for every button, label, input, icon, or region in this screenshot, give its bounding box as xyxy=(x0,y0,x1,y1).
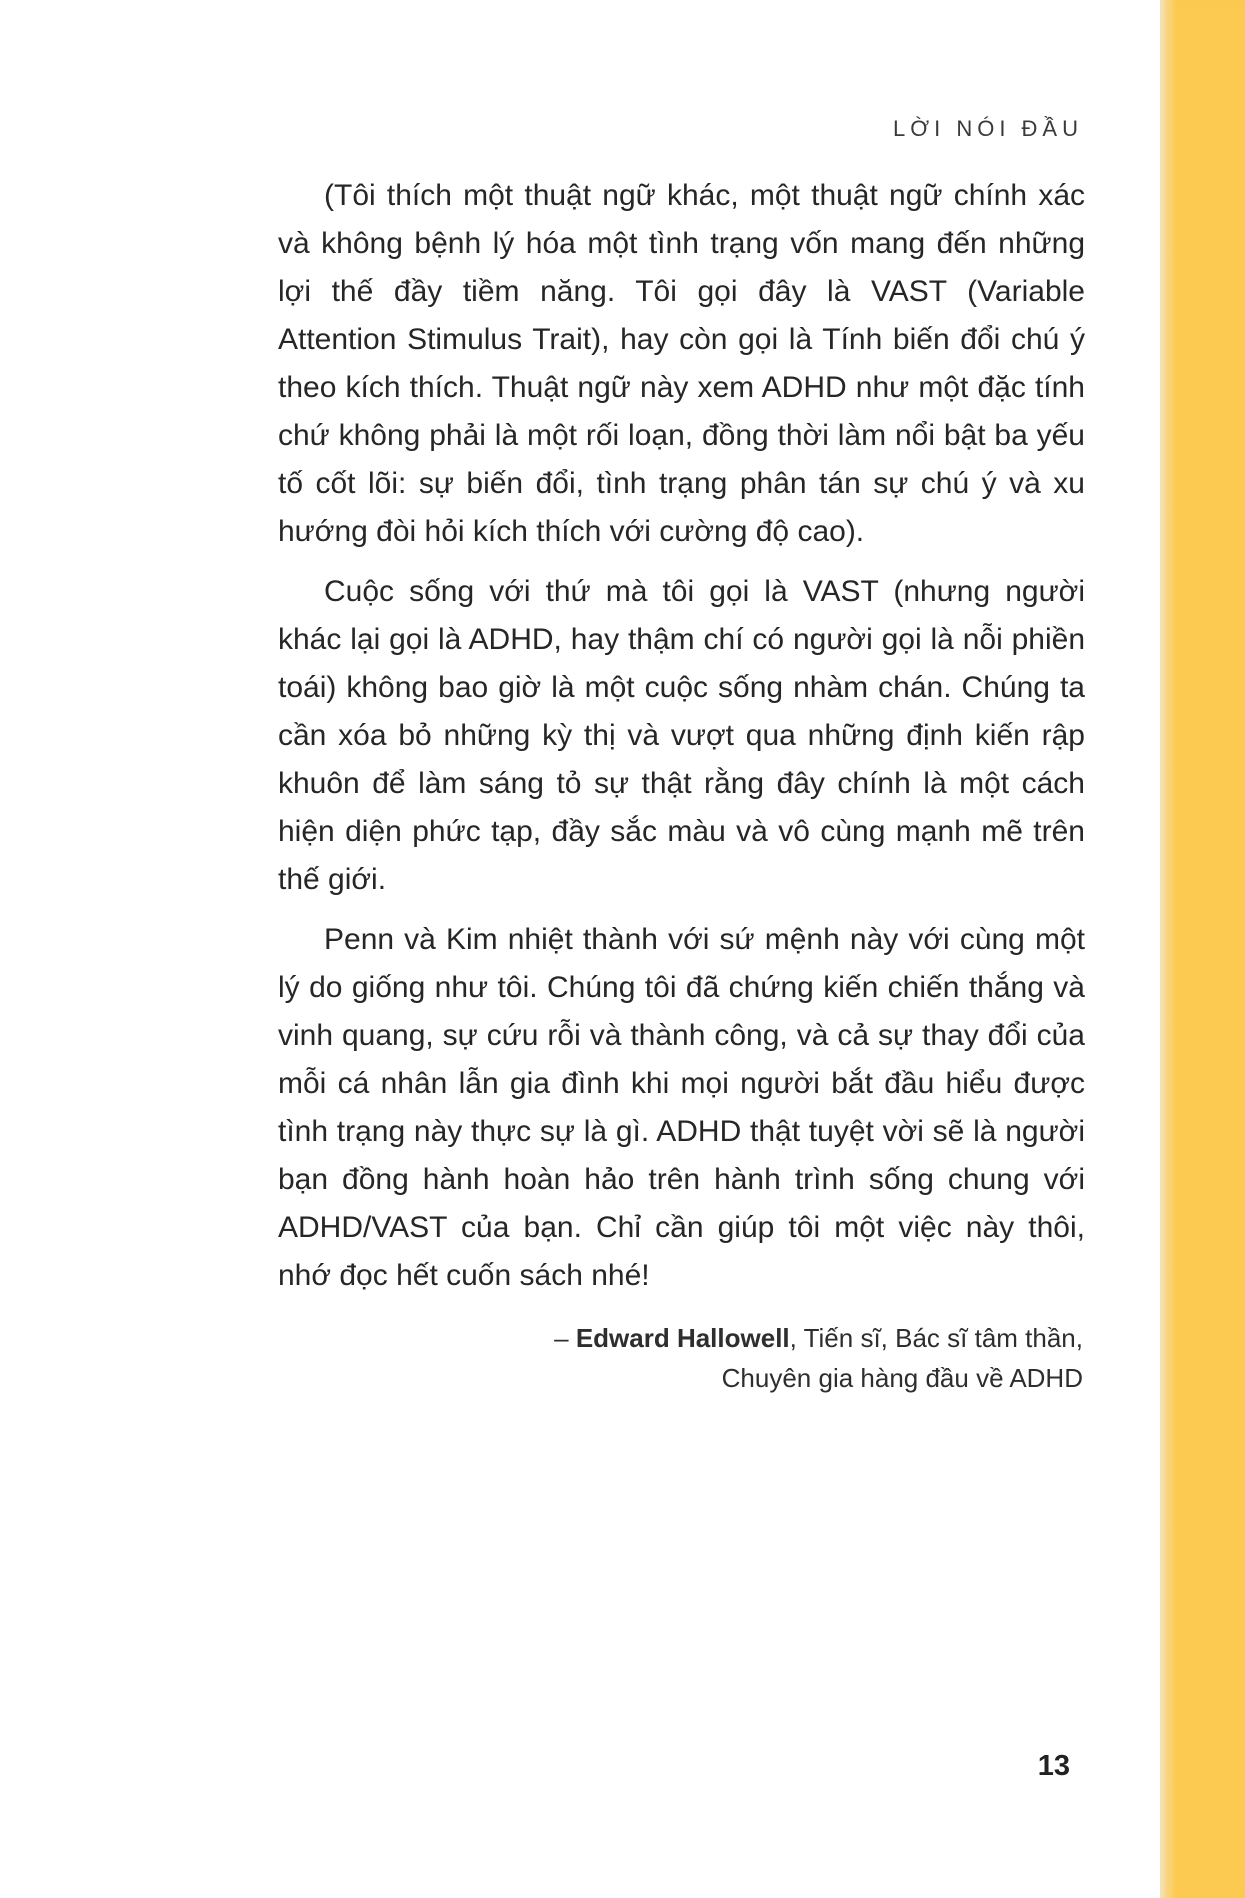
body-paragraph: (Tôi thích một thuật ngữ khác, một thuật ngữ chính xác và không bệnh lý hóa một tình trạng vốn mang đến những lợi thế đầy tiềm năng. Tôi gọi đây là VAST (Variable Attention Stimulus Trait), hay còn gọi là Tính biến đổi chú ý theo kích thích. Thuật ngữ này xem ADHD như một đặc tính chứ không phải là một rối loạn, đồng thời làm nổi bật ba yếu tố cốt lõi: sự biến đổi, tình trạng phân tán sự chú ý và xu hướng đòi hỏi kích thích với cường độ cao). xyxy=(278,179,1085,548)
attribution-line-2: Chuyên gia hàng đầu về ADHD xyxy=(721,1363,1083,1393)
page-content xyxy=(278,114,1085,1398)
body-paragraph: Penn và Kim nhiệt thành với sứ mệnh này với cùng một lý do giống như tôi. Chúng tôi đã chứng kiến chiến thắng và vinh quang, sự cứu rỗi và thành công, và cả sự thay đổi của mỗi cá nhân lẫn gia đình khi mọi người bắt đầu hiểu được tình trạng này thực sự là gì. ADHD thật tuyệt vời sẽ là người bạn đồng hành hoàn hảo trên hành trình sống chung với ADHD/VAST của bạn. Chỉ cần giúp tôi một việc này thôi, nhớ đọc hết cuốn sách nhé! xyxy=(278,923,1085,1292)
author-name: Edward Hallowell xyxy=(575,1323,790,1353)
body-paragraph: Cuộc sống với thứ mà tôi gọi là VAST (nhưng người khác lại gọi là ADHD, hay thậm chí có người gọi là nỗi phiền toái) không bao giờ là một cuộc sống nhàm chán. Chúng ta cần xóa bỏ những kỳ thị và vượt qua những định kiến rập khuôn để làm sáng tỏ sự thật rằng đây chính là một cách hiện diện phức tạp, đầy sắc màu và vô cùng mạnh mẽ trên thế giới. xyxy=(278,575,1085,896)
page-edge-accent-stripe xyxy=(1160,0,1245,1898)
attribution xyxy=(278,1318,1085,1398)
attribution-line-1 xyxy=(278,1318,1083,1358)
body-text xyxy=(278,172,1085,1300)
chapter-header: LỜI NÓI ĐẦU xyxy=(893,116,1083,141)
author-role: , Tiến sĩ, Bác sĩ tâm thần, xyxy=(789,1323,1083,1353)
attribution-dash: – xyxy=(554,1323,576,1353)
page-number: 13 xyxy=(1037,1750,1070,1782)
